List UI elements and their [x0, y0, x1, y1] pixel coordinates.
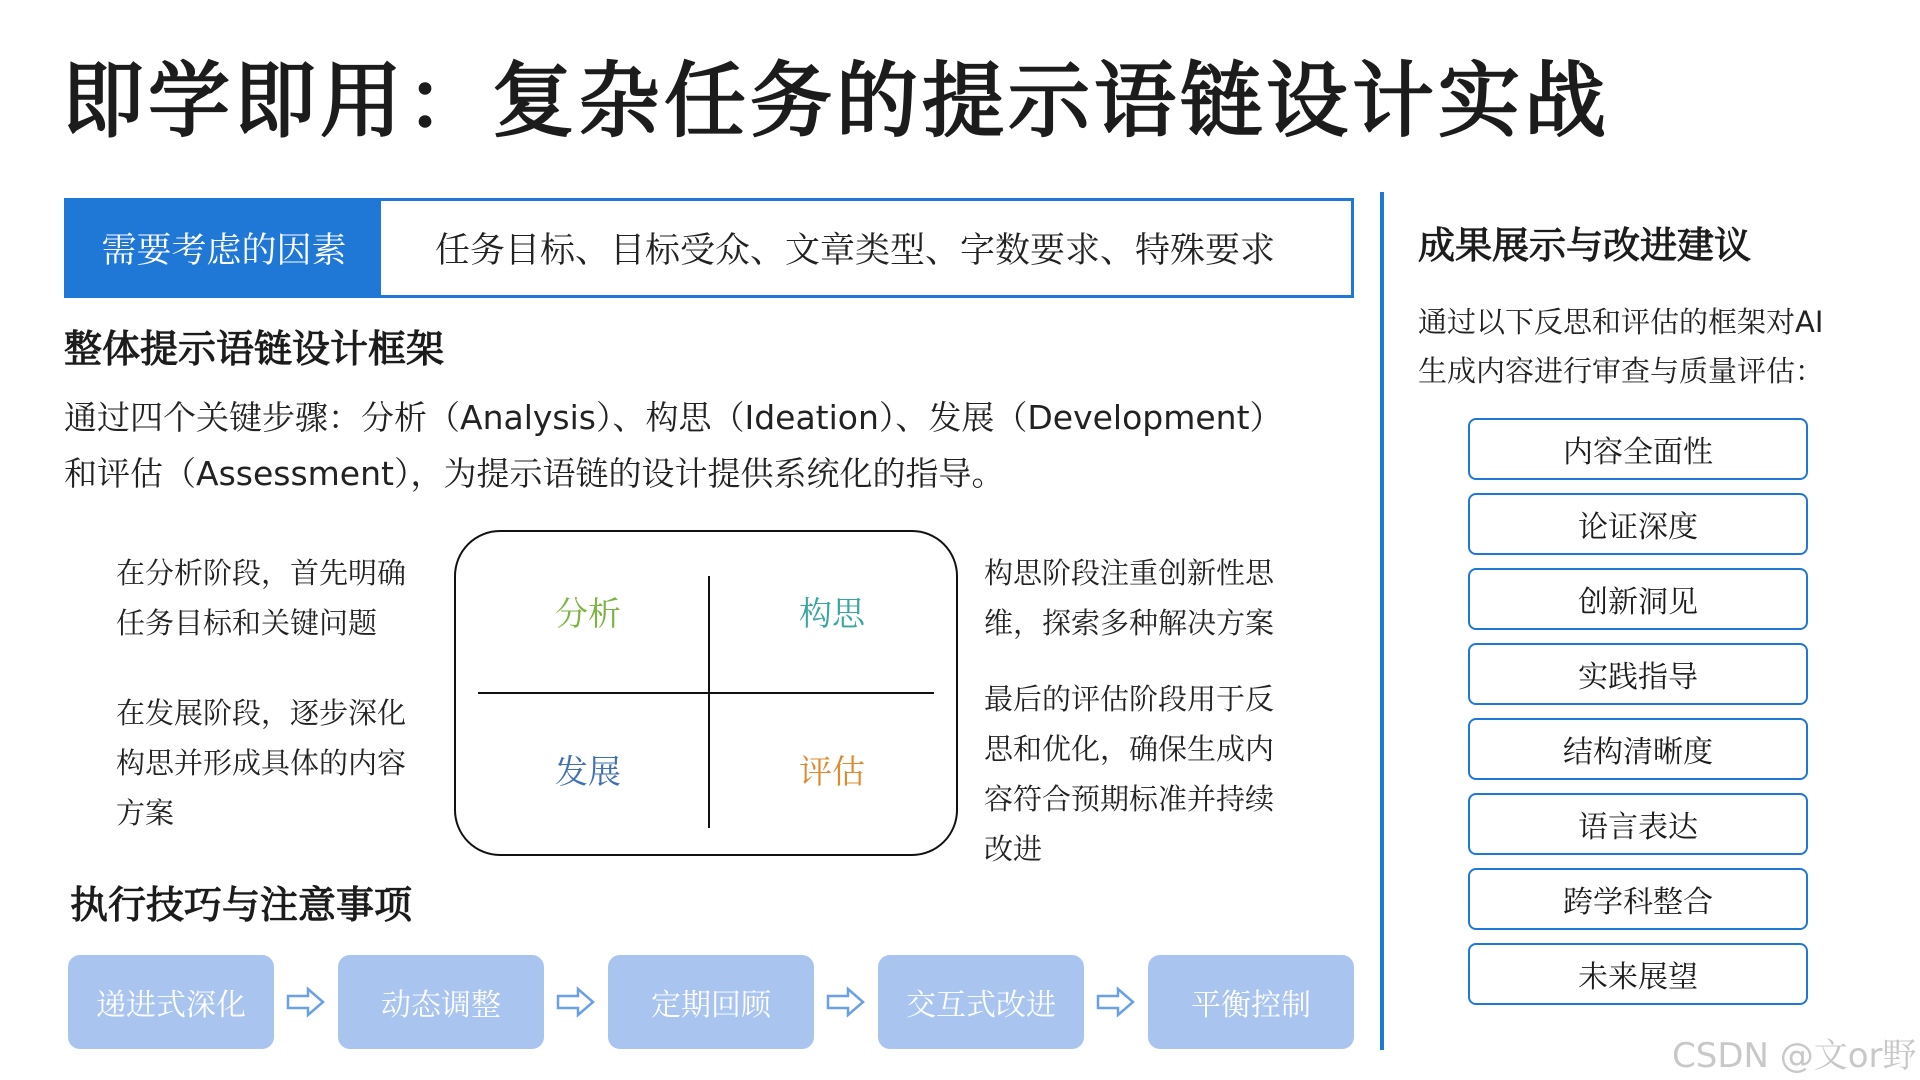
right-desc-line-1: 通过以下反思和评估的框架对AI: [1418, 305, 1824, 339]
right-panel-desc: [1418, 298, 1888, 396]
analysis-note-line: 任务目标和关键问题: [116, 606, 378, 640]
quadrant-ideation: 构思: [799, 594, 865, 633]
intro-line-1: 通过四个关键步骤：分析（Analysis）、构思（Ideation）、发展（Development）: [64, 398, 1283, 437]
watermark: CSDN @文or野: [1672, 1036, 1917, 1076]
page-title: 即学即用：复杂任务的提示语链设计实战: [62, 54, 1611, 149]
arrow-right-icon: [814, 986, 878, 1018]
assessment-note-line: 思和优化，确保生成内: [984, 732, 1275, 766]
factors-bar: [64, 198, 1354, 298]
execution-heading: 执行技巧与注意事项: [70, 883, 413, 927]
ideation-note: [984, 548, 1274, 648]
analysis-note: [116, 548, 406, 648]
ideation-note-line: 维，探索多种解决方案: [984, 606, 1275, 640]
criterion-content-comprehensiveness: 内容全面性: [1468, 418, 1808, 480]
right-panel-title: 成果展示与改进建议: [1418, 224, 1751, 267]
vertical-divider: [1380, 192, 1384, 1050]
framework-intro: [64, 390, 1364, 502]
framework-quadrant-diagram: [454, 530, 958, 856]
intro-line-2: 和评估（Assessment），为提示语链的设计提供系统化的指导。: [64, 454, 1005, 493]
quadrant-analysis: 分析: [555, 594, 621, 633]
arrow-right-icon: [274, 986, 338, 1018]
quadrant-development: 发展: [555, 752, 621, 791]
development-note-line: 在发展阶段，逐步深化: [116, 696, 407, 730]
development-note-line: 方案: [116, 796, 175, 830]
assessment-note-line: 改进: [984, 832, 1043, 866]
criterion-practical-guidance: 实践指导: [1468, 643, 1808, 705]
quadrant-assessment: 评估: [799, 752, 865, 791]
development-note-line: 构思并形成具体的内容: [116, 746, 407, 780]
development-note: [116, 688, 406, 838]
step-balance-control: 平衡控制: [1148, 955, 1354, 1049]
quadrant-vertical-divider: [708, 576, 710, 828]
arrow-right-icon: [1084, 986, 1148, 1018]
arrow-right-icon: [544, 986, 608, 1018]
criteria-list: [1468, 418, 1808, 1018]
criterion-future-outlook: 未来展望: [1468, 943, 1808, 1005]
step-periodic-review: 定期回顾: [608, 955, 814, 1049]
criterion-structural-clarity: 结构清晰度: [1468, 718, 1808, 780]
analysis-note-line: 在分析阶段，首先明确: [116, 556, 407, 590]
ideation-note-line: 构思阶段注重创新性思: [984, 556, 1275, 590]
quadrant-horizontal-divider: [478, 692, 934, 694]
criterion-argument-depth: 论证深度: [1468, 493, 1808, 555]
assessment-note-line: 最后的评估阶段用于反: [984, 682, 1275, 716]
factors-label: 需要考虑的因素: [67, 201, 381, 295]
factors-value: 任务目标、目标受众、文章类型、字数要求、特殊要求: [435, 231, 1276, 271]
criterion-innovative-insight: 创新洞见: [1468, 568, 1808, 630]
right-desc-line-2: 生成内容进行审查与质量评估：: [1418, 354, 1825, 388]
step-interactive-improvement: 交互式改进: [878, 955, 1084, 1049]
criterion-language-expression: 语言表达: [1468, 793, 1808, 855]
assessment-note-line: 容符合预期标准并持续: [984, 782, 1275, 816]
criterion-interdisciplinary-integration: 跨学科整合: [1468, 868, 1808, 930]
assessment-note: [984, 674, 1274, 874]
framework-heading: 整体提示语链设计框架: [64, 327, 445, 371]
execution-steps: [68, 955, 1354, 1049]
step-dynamic-adjustment: 动态调整: [338, 955, 544, 1049]
step-progressive-deepening: 递进式深化: [68, 955, 274, 1049]
